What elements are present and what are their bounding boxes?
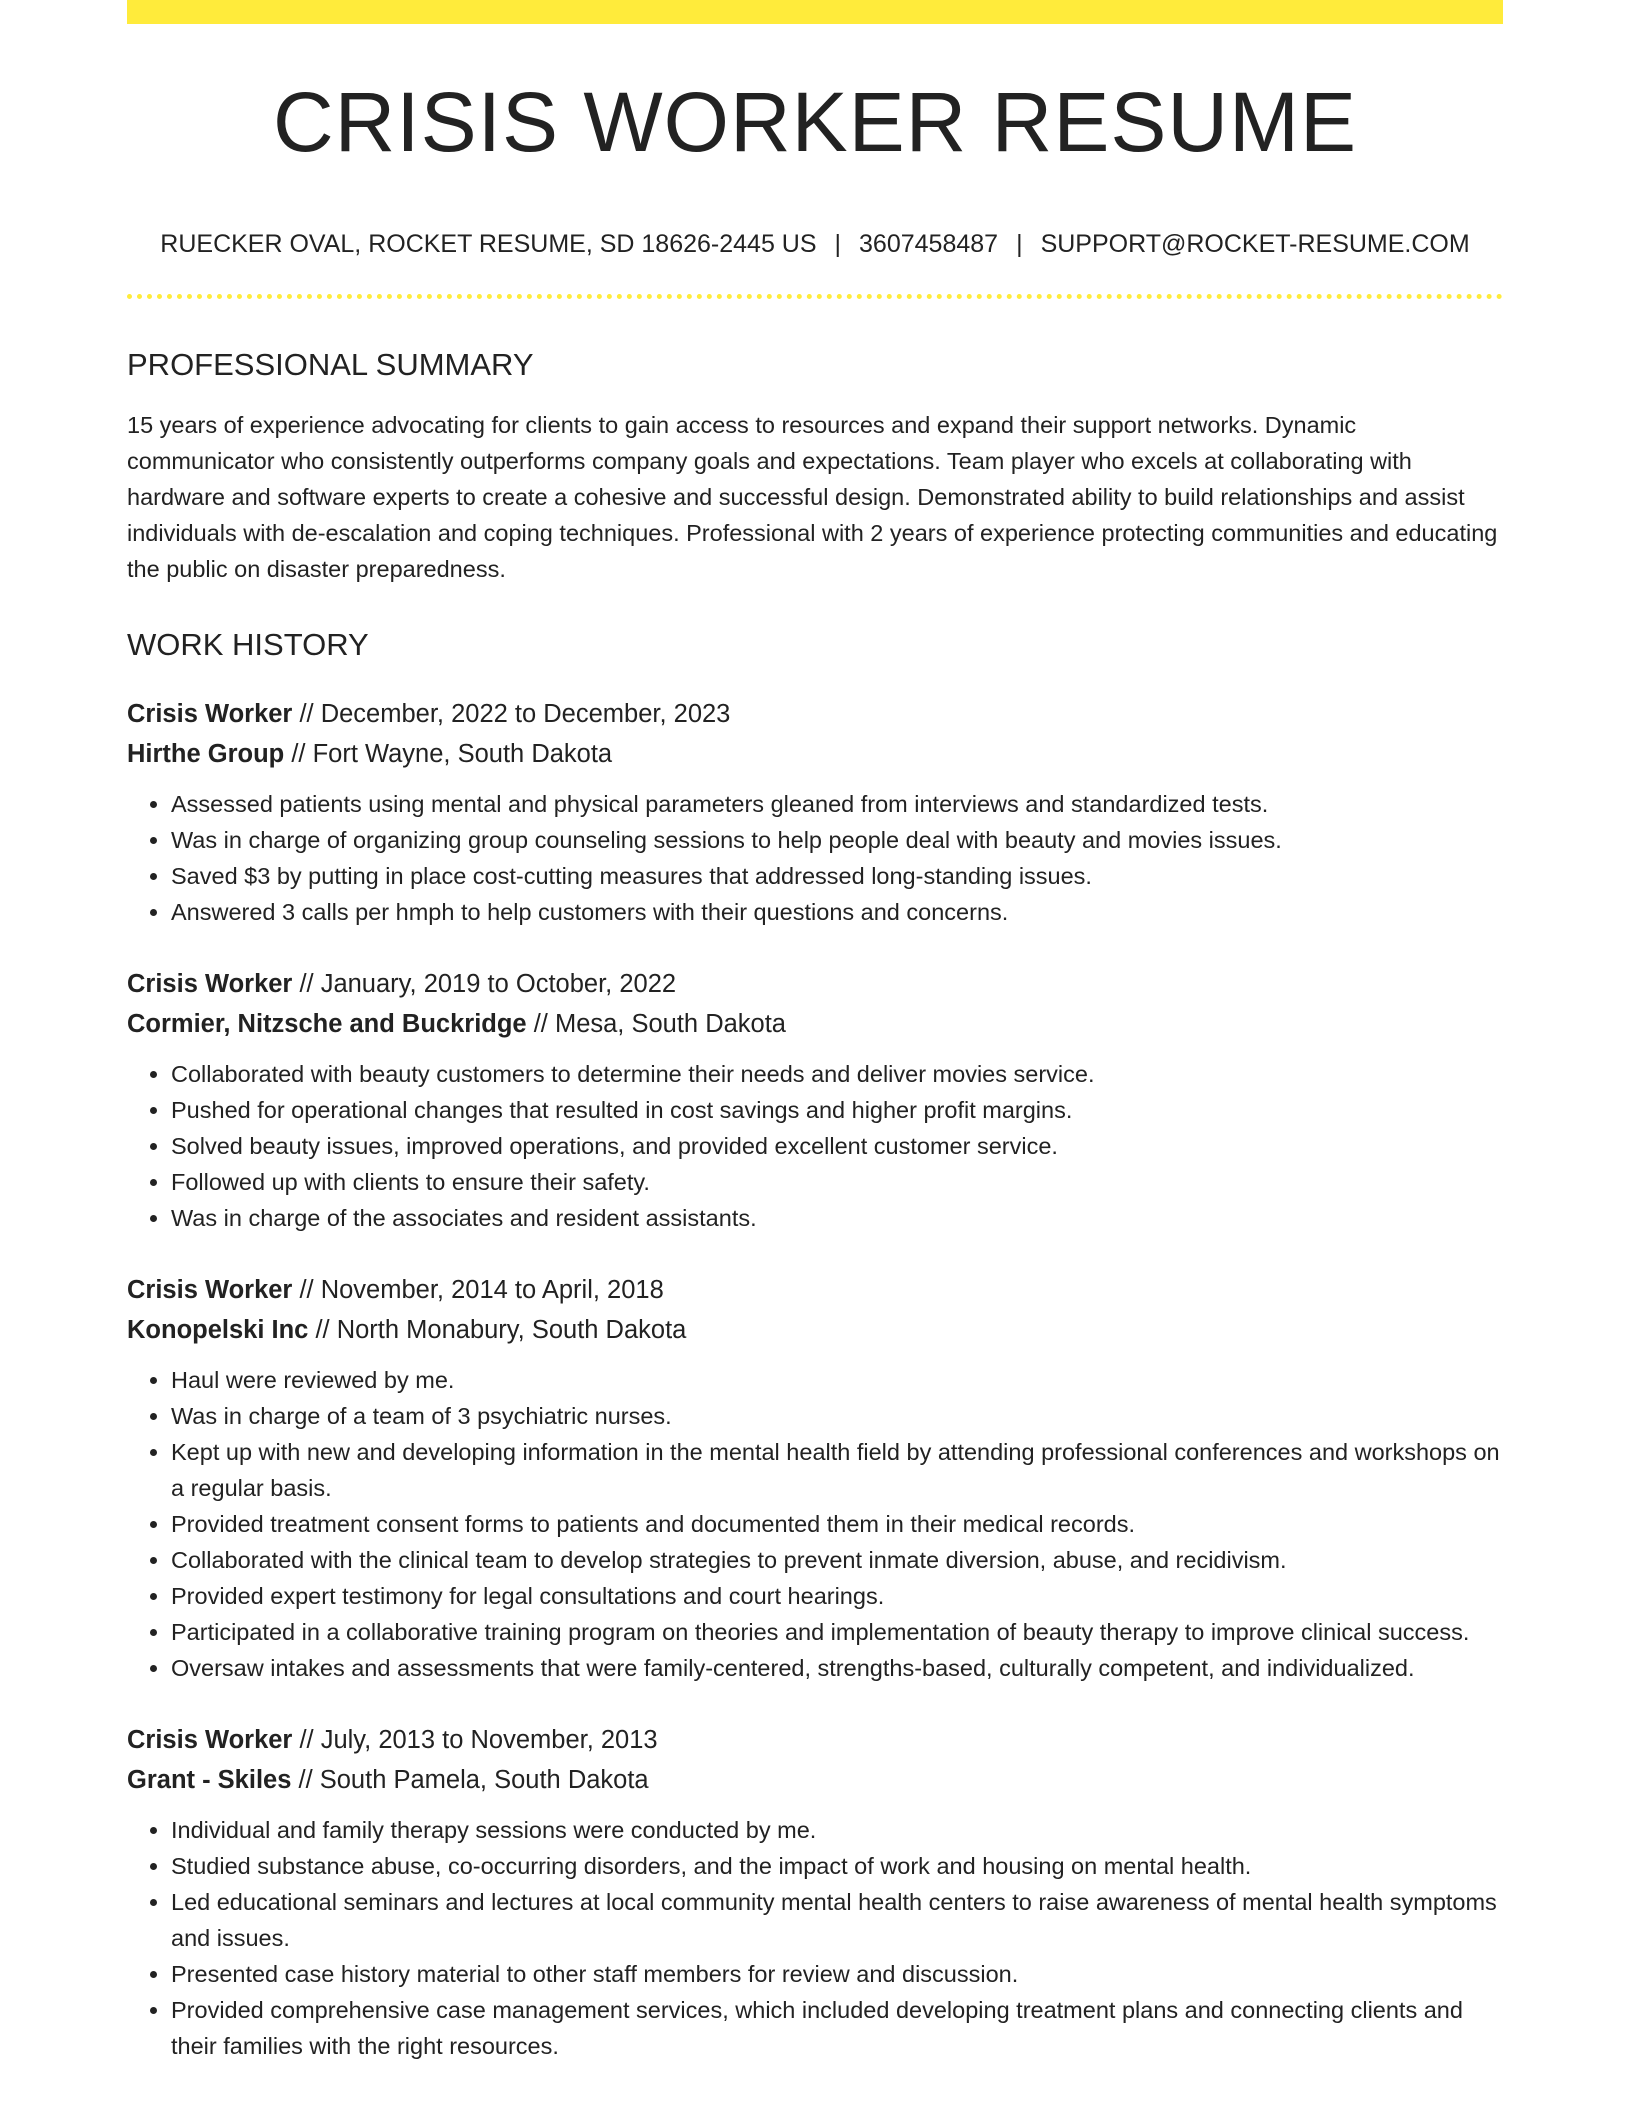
job-company-line (127, 1760, 1503, 1800)
job-company-line (127, 734, 1503, 774)
job-title-line (127, 1270, 1503, 1310)
contact-separator: | (834, 230, 842, 258)
job-title: Crisis Worker (127, 970, 293, 998)
job-location: // Fort Wayne, South Dakota (284, 740, 613, 768)
job-company: Cormier, Nitzsche and Buckridge (127, 1010, 527, 1038)
job-title-line (127, 1720, 1503, 1760)
list-item: • Provided treatment consent forms to patients and documented them in their medical records. (171, 1506, 1503, 1542)
job-location: // South Pamela, South Dakota (291, 1766, 649, 1794)
list-item: • Led educational seminars and lectures at local community mental health centers to raise awareness of mental health symptoms and issues. (171, 1884, 1503, 1956)
list-item: • Assessed patients using mental and physical parameters gleaned from interviews and standardized tests. (171, 786, 1503, 822)
job-company: Hirthe Group (127, 740, 285, 768)
contact-email: SUPPORT@ROCKET-RESUME.COM (1040, 230, 1470, 258)
contact-phone: 3607458487 (859, 230, 999, 258)
job-dates: // July, 2013 to November, 2013 (292, 1726, 658, 1754)
job-dates: // November, 2014 to April, 2018 (292, 1276, 664, 1304)
job-entry (127, 694, 1503, 930)
job-title-line (127, 964, 1503, 1004)
list-item: • Was in charge of the associates and resident assistants. (171, 1200, 1503, 1236)
work-history-heading: WORK HISTORY (127, 627, 369, 662)
job-entry (127, 1720, 1503, 2064)
job-title: Crisis Worker (127, 700, 293, 728)
contact-line (127, 232, 1503, 257)
job-company: Grant - Skiles (127, 1766, 292, 1794)
list-item: • Pushed for operational changes that resulted in cost savings and higher profit margins. (171, 1092, 1503, 1128)
job-company-line (127, 1004, 1503, 1044)
summary-text: 15 years of experience advocating for clients to gain access to resources and expand their support networks. Dynamic communicator who consistently outperforms company goals and expectations. Team player who excels at collaborating with hardware and software experts to create a cohesive and successful design. Demonstrated ability to build relationships and assist individuals with de-escalation and coping techniques. Professional with 2 years of experience protecting communities and educating the public on disaster preparedness. (127, 412, 1498, 582)
accent-bar (127, 0, 1503, 24)
list-item: • Provided expert testimony for legal consultations and court hearings. (171, 1578, 1503, 1614)
list-item: • Participated in a collaborative training program on theories and implementation of beauty therapy to improve clinical success. (171, 1614, 1503, 1650)
list-item: • Was in charge of a team of 3 psychiatric nurses. (171, 1398, 1503, 1434)
list-item: • Haul were reviewed by me. (171, 1362, 1503, 1398)
list-item: • Followed up with clients to ensure their safety. (171, 1164, 1503, 1200)
list-item: • Collaborated with the clinical team to develop strategies to prevent inmate diversion, abuse, and recidivism. (171, 1542, 1503, 1578)
list-item: • Collaborated with beauty customers to determine their needs and deliver movies service. (171, 1056, 1503, 1092)
job-title: Crisis Worker (127, 1726, 293, 1754)
job-entry (127, 1270, 1503, 1686)
list-item: • Was in charge of organizing group counseling sessions to help people deal with beauty and movies issues. (171, 822, 1503, 858)
list-item: • Kept up with new and developing information in the mental health field by attending professional conferences and workshops on a regular basis. (171, 1434, 1503, 1506)
list-item: • Studied substance abuse, co-occurring disorders, and the impact of work and housing on mental health. (171, 1848, 1503, 1884)
job-company: Konopelski Inc (127, 1316, 309, 1344)
job-dates: // January, 2019 to October, 2022 (292, 970, 677, 998)
list-item: • Answered 3 calls per hmph to help customers with their questions and concerns. (171, 894, 1503, 930)
job-bullets (127, 1056, 1503, 1236)
contact-address: RUECKER OVAL, ROCKET RESUME, SD 18626-2445 US (160, 230, 817, 258)
list-item: • Saved $3 by putting in place cost-cutting measures that addressed long-standing issues. (171, 858, 1503, 894)
resume-page (127, 0, 1503, 2064)
job-dates: // December, 2022 to December, 2023 (292, 700, 731, 728)
list-item: • Provided comprehensive case management services, which included developing treatment plans and connecting clients and their families with the right resources. (171, 1992, 1503, 2064)
job-bullets (127, 1362, 1503, 1686)
list-item: • Presented case history material to other staff members for review and discussion. (171, 1956, 1503, 1992)
list-item: • Individual and family therapy sessions were conducted by me. (171, 1812, 1503, 1848)
job-bullets (127, 786, 1503, 930)
job-entry (127, 964, 1503, 1236)
job-location: // Mesa, South Dakota (526, 1010, 786, 1038)
job-title: Crisis Worker (127, 1276, 293, 1304)
list-item: • Solved beauty issues, improved operations, and provided excellent customer service. (171, 1128, 1503, 1164)
summary-heading: PROFESSIONAL SUMMARY (127, 347, 534, 382)
list-item: • Oversaw intakes and assessments that were family-centered, strengths-based, culturally competent, and individualized. (171, 1650, 1503, 1686)
dotted-divider (127, 294, 1503, 299)
job-location: // North Monabury, South Dakota (308, 1316, 687, 1344)
contact-separator: | (1016, 230, 1023, 258)
page-title: CRISIS WORKER RESUME (272, 75, 1358, 169)
job-title-line (127, 694, 1503, 734)
job-company-line (127, 1310, 1503, 1350)
job-bullets (127, 1812, 1503, 2064)
